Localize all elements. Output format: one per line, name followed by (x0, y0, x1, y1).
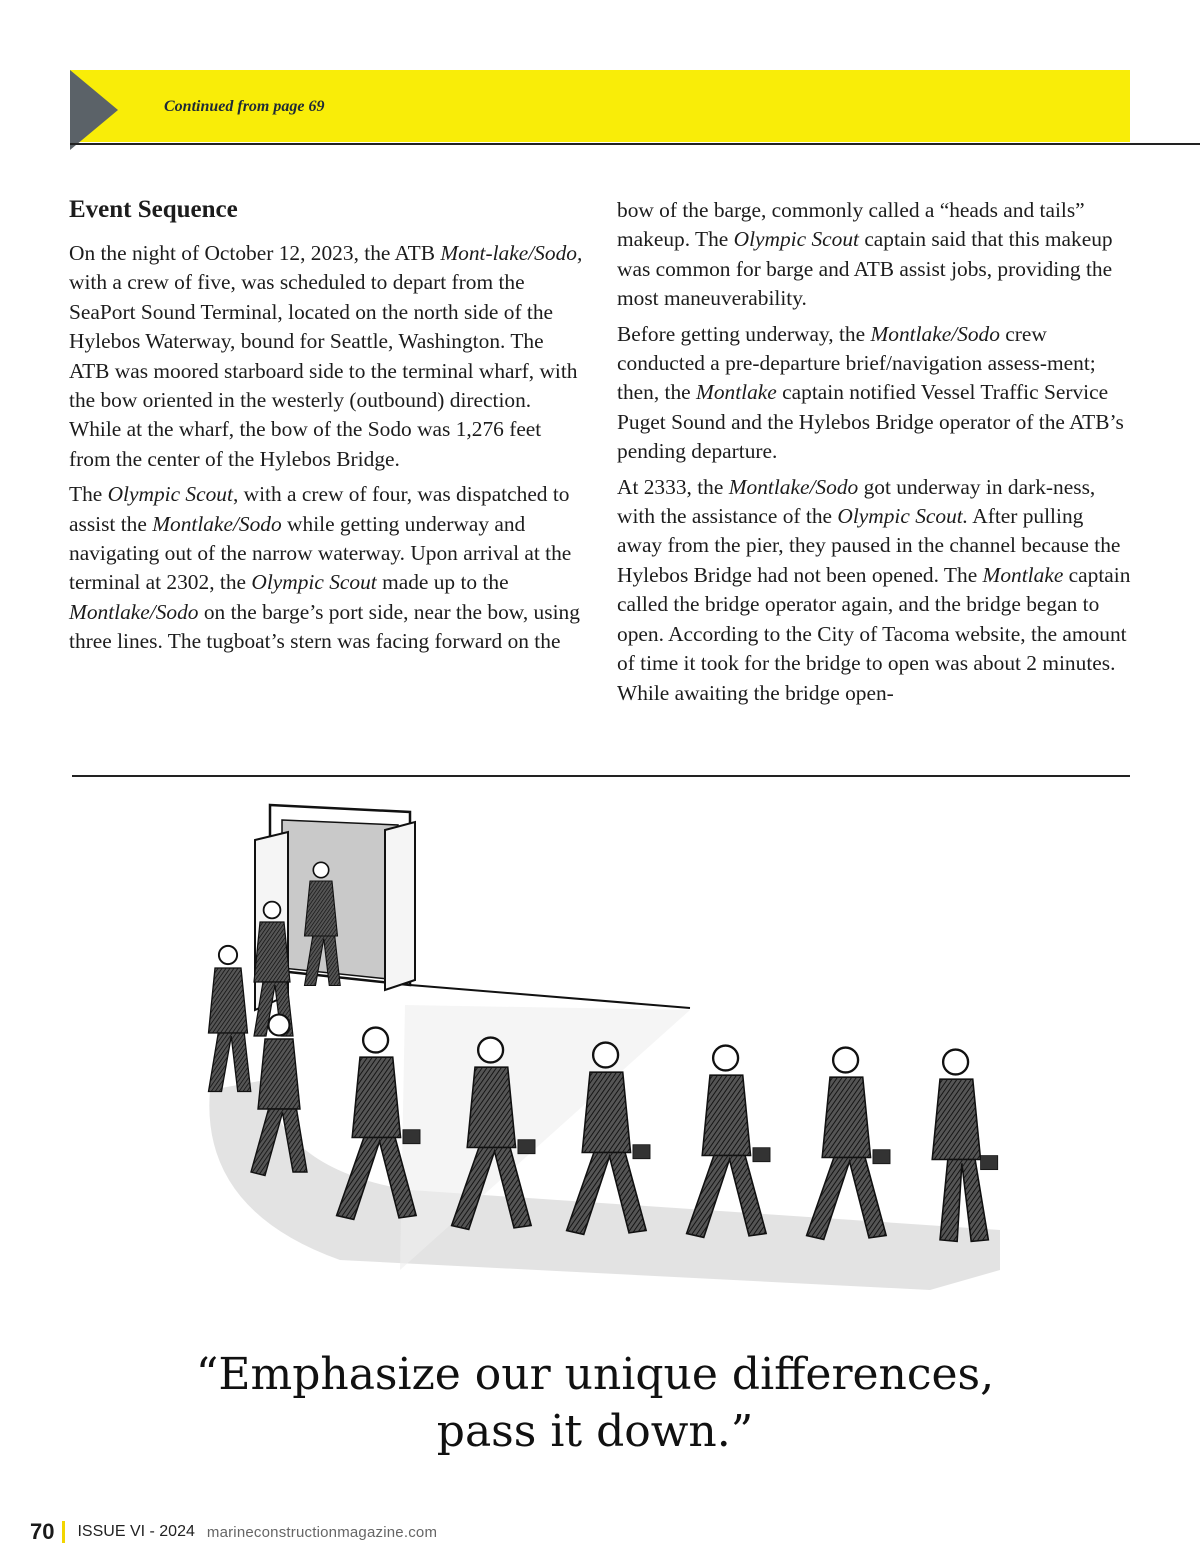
cartoon-illustration (170, 790, 1020, 1330)
section-divider (72, 775, 1130, 777)
text-run: captain said that this makeup was common for barge and ATB assist jobs, providing the most maneuverability. (617, 227, 1113, 311)
cartoon-caption-line-2: pass it down.” (436, 1406, 754, 1457)
banner-arrow-icon (70, 70, 118, 150)
text-run: , with a crew of four, was dispatched to assist the (69, 482, 570, 536)
website-link[interactable]: marineconstructionmagazine.com (206, 1523, 438, 1541)
vessel-name: Mont-lake/Sodo, (440, 241, 583, 265)
text-run: After pulling away from the pier, they paused in the channel because the Hylebos Bridge had not been opened. The (617, 504, 1121, 587)
text-run: crew conducted a pre-departure brief/navigation assess-ment; then, the (617, 321, 1096, 405)
right-column (617, 196, 1132, 714)
text-run: on the barge’s port side, near the bow, using three lines. The tugboat’s stern was facing forward on the (69, 599, 580, 654)
banner-rule (70, 143, 1200, 145)
vessel-name: Montlake/Sodo (69, 599, 199, 624)
paragraph (69, 480, 584, 656)
footer-divider (62, 1521, 65, 1543)
continued-from-label: Continued from page 69 (164, 98, 325, 115)
vessel-name: Montlake/Sodo (870, 321, 1000, 346)
vessel-name: Montlake/Sodo (728, 474, 859, 499)
vessel-name: Olympic Scout (733, 227, 859, 252)
text-run: captain notified Vessel Traffic Service Puget Sound and the Hylebos Bridge operator of the ATB’s pending departure. (617, 380, 1124, 464)
text-run: made up to the (376, 570, 509, 595)
text-run: At 2333, the (617, 474, 729, 499)
text-run: got underway in dark-ness, with the assistance of the (617, 474, 1096, 529)
paragraph (617, 196, 1132, 314)
page-number: 70 (30, 1519, 55, 1544)
text-run: with a crew of five, was scheduled to depart from the SeaPort Sound Terminal, located on the north side of the Hylebos Waterway, bound for Seattle, Washington. The ATB was moored starboard side to the terminal wharf, with the bow oriented in the westerly (outbound) direction. While at the wharf, the bow of the Sodo was 1,276 feet from the center of the Hylebos Bridge. (69, 270, 578, 471)
text-run: Before getting underway, the (617, 321, 871, 346)
text-run: captain called the bridge operator again, and the bridge began to open. According to the City of Tacoma website, the amount of time it took for the bridge to open was about 2 minutes. While awaiting the bridge open- (617, 562, 1131, 705)
paragraph (617, 473, 1132, 708)
page-footer (30, 1517, 437, 1547)
cartoon-caption-line-1: “Emphasize our unique differences, (195, 1349, 995, 1400)
issue-label: ISSUE VI - 2024 (77, 1523, 195, 1540)
vessel-name: Olympic Scout. (837, 504, 969, 529)
paragraph (617, 320, 1132, 467)
text-run: The (69, 482, 108, 507)
vessel-name: Montlake (696, 380, 777, 405)
text-run: bow of the barge, commonly called a “heads and tails” makeup. The (617, 198, 1085, 252)
vessel-name: Olympic Scout (251, 570, 377, 595)
paragraph (69, 239, 584, 474)
vessel-name: Montlake/Sodo (152, 511, 282, 536)
left-column (69, 194, 584, 663)
text-run: On the night of October 12, 2023, the ATB (69, 241, 441, 265)
section-heading: Event Sequence (69, 196, 238, 223)
vessel-name: Olympic Scout (107, 482, 233, 507)
vessel-name: Montlake (982, 562, 1064, 587)
text-run: while getting underway and navigating out of the narrow waterway. Upon arrival at the terminal at 2302, the (69, 511, 572, 595)
